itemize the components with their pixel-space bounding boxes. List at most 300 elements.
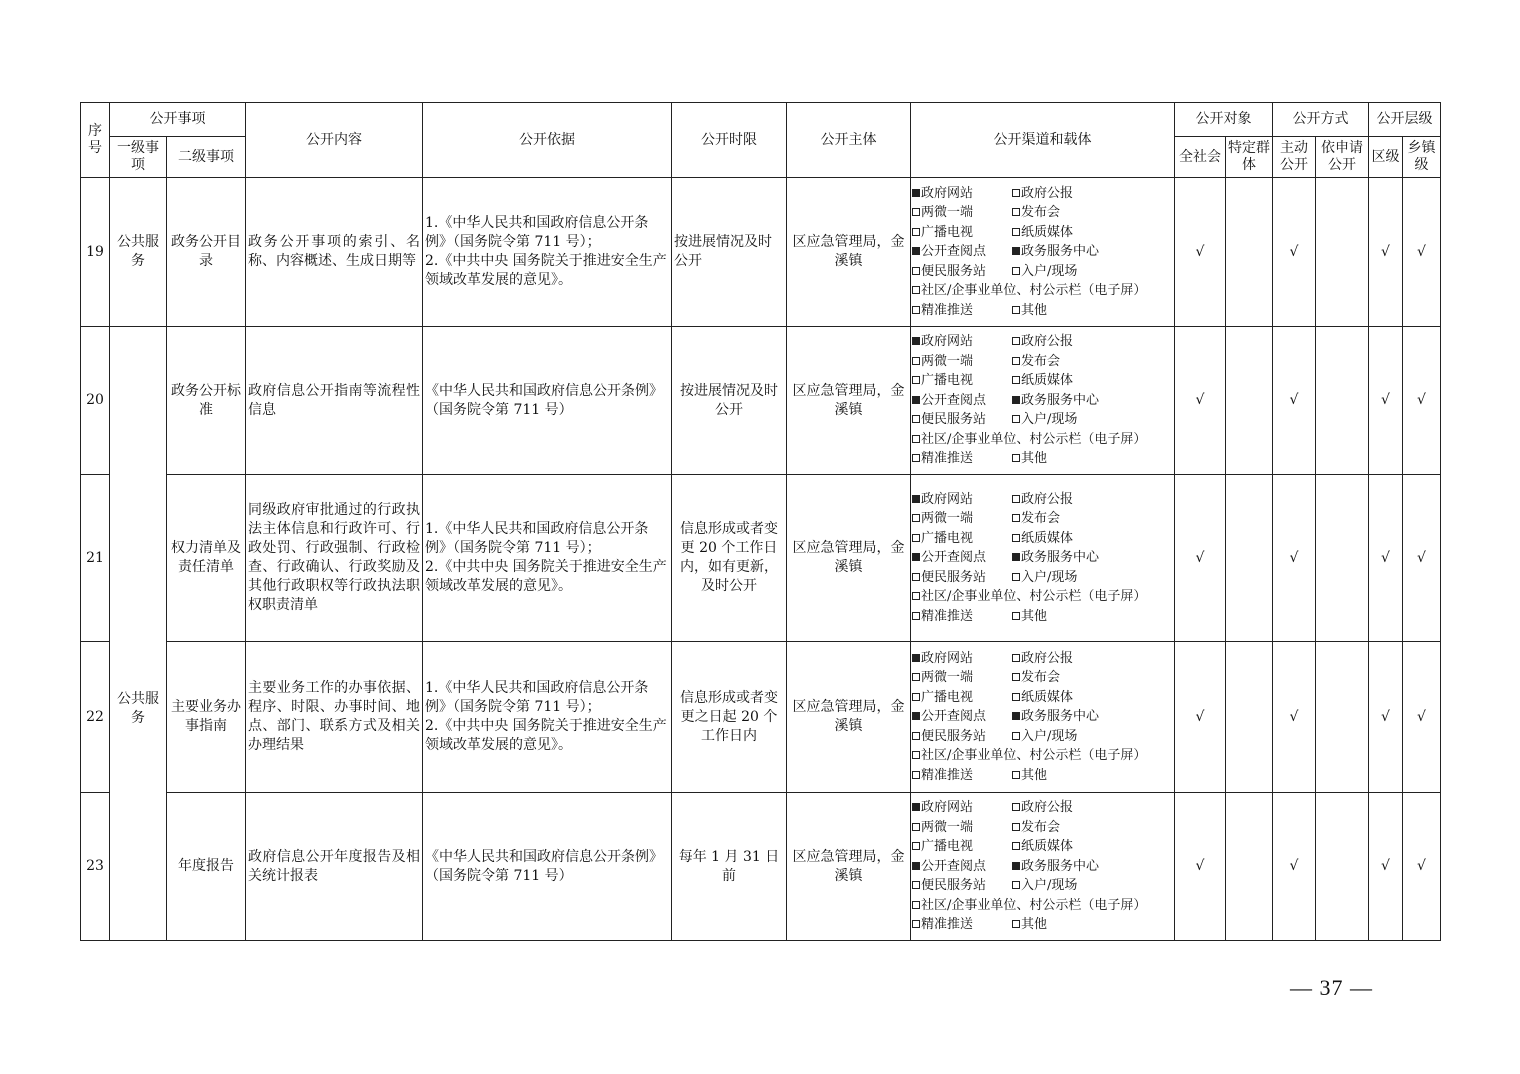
channel-label: 社区/企事业单位、村公示栏（电子屏） <box>921 283 1147 299</box>
unchecked-box-icon <box>1012 842 1020 850</box>
channel-line <box>912 391 1172 411</box>
header-level2: 二级事项 <box>167 137 246 178</box>
basis-line: 《中华人民共和国政府信息公开条例》（国务院令第 711 号） <box>425 382 663 418</box>
method-active-cell: √ <box>1273 178 1316 327</box>
channel-option <box>1012 242 1099 262</box>
channel-list <box>912 649 1172 786</box>
unchecked-box-icon <box>1012 673 1020 681</box>
channel-option <box>912 857 1012 877</box>
channel-label: 发布会 <box>1021 511 1061 527</box>
basis-line: 1.《中华人民共和国政府信息公开条例》（国务院令第 711 号）； <box>425 215 649 250</box>
channel-option <box>912 587 1146 607</box>
checked-box-icon <box>912 396 920 404</box>
channel-label: 政务服务中心 <box>1021 392 1100 408</box>
unchecked-box-icon <box>912 454 920 462</box>
channel-option <box>912 332 1012 352</box>
channel-label: 纸质媒体 <box>1021 224 1074 240</box>
channel-line <box>912 449 1172 469</box>
header-content: 公开内容 <box>246 103 423 178</box>
header-matter: 公开事项 <box>110 103 246 137</box>
checked-box-icon <box>1012 862 1020 870</box>
channel-option <box>912 915 1012 935</box>
unchecked-box-icon <box>912 751 920 759</box>
channel-line <box>912 607 1172 627</box>
channel-label: 两微一端 <box>921 819 974 835</box>
channel-label: 广播电视 <box>921 689 974 705</box>
channel-line <box>912 876 1172 896</box>
channel-option <box>912 223 1012 243</box>
header-level1: 一级事项 <box>110 137 167 178</box>
channel-line <box>912 688 1172 708</box>
channel-line <box>912 896 1172 916</box>
row-number: 20 <box>81 327 110 475</box>
channel-label: 其他 <box>1021 767 1048 783</box>
level2-cell: 政务公开目录 <box>167 178 246 327</box>
header-time-limit: 公开时限 <box>672 103 787 178</box>
channel-option <box>1012 223 1073 243</box>
channel-option <box>912 391 1012 411</box>
level-district-cell: √ <box>1369 793 1403 941</box>
level-district-cell: √ <box>1369 642 1403 793</box>
unchecked-box-icon <box>1012 228 1020 236</box>
channel-option <box>1012 262 1077 282</box>
channel-option <box>912 568 1012 588</box>
channel-line <box>912 568 1172 588</box>
channel-label: 政府网站 <box>921 650 974 666</box>
channel-option <box>1012 649 1073 669</box>
channel-line <box>912 707 1172 727</box>
channel-line <box>912 509 1172 529</box>
method-active-cell: √ <box>1273 642 1316 793</box>
subject-cell: 区应急管理局，金溪镇 <box>787 178 911 327</box>
channel-option <box>912 262 1012 282</box>
unchecked-box-icon <box>912 415 920 423</box>
target-all-cell: √ <box>1175 475 1226 642</box>
channel-option <box>912 688 1012 708</box>
channel-label: 便民服务站 <box>921 728 987 744</box>
channel-label: 社区/企事业单位、村公示栏（电子屏） <box>921 431 1147 447</box>
unchecked-box-icon <box>1012 732 1020 740</box>
channel-line <box>912 371 1172 391</box>
channel-option <box>912 649 1012 669</box>
target-all-cell: √ <box>1175 327 1226 475</box>
channel-option <box>1012 371 1073 391</box>
channel-line <box>912 798 1172 818</box>
time-limit-cell: 信息形成或者变更 20 个工作日内，如有更新，及时公开 <box>672 475 787 642</box>
header-target-specific: 特定群体 <box>1226 137 1273 178</box>
channel-option <box>1012 352 1060 372</box>
channel-label: 政务服务中心 <box>1021 244 1100 260</box>
unchecked-box-icon <box>1012 823 1020 831</box>
method-apply-cell <box>1316 475 1369 642</box>
channel-option <box>1012 568 1077 588</box>
method-apply-cell <box>1316 327 1369 475</box>
header-level: 公开层级 <box>1369 103 1441 137</box>
channel-line <box>912 184 1172 204</box>
channel-option <box>912 818 1012 838</box>
unchecked-box-icon <box>912 920 920 928</box>
checked-box-icon <box>912 553 920 561</box>
channel-line <box>912 242 1172 262</box>
unchecked-box-icon <box>912 228 920 236</box>
channel-label: 精准推送 <box>921 767 974 783</box>
checked-box-icon <box>1012 247 1020 255</box>
channel-option <box>1012 184 1073 204</box>
channel-label: 纸质媒体 <box>1021 689 1074 705</box>
unchecked-box-icon <box>1012 267 1020 275</box>
unchecked-box-icon <box>912 823 920 831</box>
unchecked-box-icon <box>912 357 920 365</box>
channel-option <box>1012 876 1077 896</box>
channel-line <box>912 837 1172 857</box>
channel-option <box>912 203 1012 223</box>
channel-label: 发布会 <box>1021 819 1061 835</box>
channel-label: 政府网站 <box>921 800 974 816</box>
channel-option <box>1012 410 1077 430</box>
channel-label: 纸质媒体 <box>1021 373 1074 389</box>
channel-label: 政务服务中心 <box>1021 709 1100 725</box>
channel-label: 精准推送 <box>921 302 974 318</box>
channel-option <box>912 798 1012 818</box>
header-seq: 序号 <box>81 103 110 178</box>
channel-option <box>1012 818 1060 838</box>
channel-option <box>1012 707 1099 727</box>
checked-box-icon <box>912 862 920 870</box>
channel-label: 公开查阅点 <box>921 392 987 408</box>
target-specific-cell <box>1226 793 1273 941</box>
channel-option <box>1012 837 1073 857</box>
channel-option <box>912 490 1012 510</box>
basis-line: 2.《中共中央 国务院关于推进安全生产领域改革发展的意见》。 <box>425 559 667 594</box>
table-row <box>81 327 1441 475</box>
unchecked-box-icon <box>912 514 920 522</box>
unchecked-box-icon <box>1012 612 1020 620</box>
channel-cell <box>911 178 1175 327</box>
unchecked-box-icon <box>912 771 920 779</box>
time-limit-cell: 信息形成或者变更之日起 20 个工作日内 <box>672 642 787 793</box>
channel-option <box>912 449 1012 469</box>
channel-option <box>1012 727 1077 747</box>
channel-line <box>912 223 1172 243</box>
level2-cell: 主要业务办事指南 <box>167 642 246 793</box>
content-cell: 同级政府审批通过的行政执法主体信息和行政许可、行政处罚、行政强制、行政检查、行政确认、行政奖励及其他行政职权等行政执法职权职责清单 <box>246 475 423 642</box>
channel-option <box>912 301 1012 321</box>
unchecked-box-icon <box>912 842 920 850</box>
unchecked-box-icon <box>1012 803 1020 811</box>
unchecked-box-icon <box>1012 376 1020 384</box>
time-limit-cell: 按进展情况及时公开 <box>672 178 787 327</box>
basis-line: 2.《中共中央 国务院关于推进安全生产领域改革发展的意见》。 <box>425 253 667 288</box>
header-method-active: 主动公开 <box>1273 137 1316 178</box>
channel-line <box>912 430 1172 450</box>
channel-option <box>1012 607 1047 627</box>
channel-option <box>912 876 1012 896</box>
unchecked-box-icon <box>1012 495 1020 503</box>
channel-label: 社区/企事业单位、村公示栏（电子屏） <box>921 897 1147 913</box>
target-all-cell: √ <box>1175 793 1226 941</box>
level-town-cell: √ <box>1403 475 1441 642</box>
header-channel: 公开渠道和载体 <box>911 103 1175 178</box>
channel-option <box>912 184 1012 204</box>
unchecked-box-icon <box>1012 920 1020 928</box>
channel-line <box>912 587 1172 607</box>
checked-box-icon <box>1012 396 1020 404</box>
channel-option <box>1012 668 1060 688</box>
channel-option <box>912 548 1012 568</box>
channel-label: 便民服务站 <box>921 878 987 894</box>
target-all-cell: √ <box>1175 642 1226 793</box>
page-number: — 37 — <box>1290 975 1373 1000</box>
basis-cell <box>423 178 672 327</box>
channel-option <box>912 766 1012 786</box>
channel-option <box>1012 490 1073 510</box>
basis-line: 2.《中共中央 国务院关于推进安全生产领域改革发展的意见》。 <box>425 718 667 753</box>
channel-option <box>1012 301 1047 321</box>
channel-option <box>1012 915 1047 935</box>
unchecked-box-icon <box>912 435 920 443</box>
unchecked-box-icon <box>1012 771 1020 779</box>
level-district-cell: √ <box>1369 327 1403 475</box>
header-level-town: 乡镇级 <box>1403 137 1441 178</box>
channel-label: 政府公报 <box>1021 800 1074 816</box>
subject-cell: 区应急管理局，金溪镇 <box>787 642 911 793</box>
channel-label: 其他 <box>1021 917 1048 933</box>
level2-cell: 年度报告 <box>167 793 246 941</box>
target-specific-cell <box>1226 327 1273 475</box>
time-limit-cell: 每年 1 月 31 日前 <box>672 793 787 941</box>
level1-cell: 公共服务 <box>110 178 167 327</box>
checked-box-icon <box>912 247 920 255</box>
channel-option <box>1012 449 1047 469</box>
channel-line <box>912 727 1172 747</box>
channel-line <box>912 529 1172 549</box>
channel-label: 公开查阅点 <box>921 550 987 566</box>
channel-label: 广播电视 <box>921 839 974 855</box>
channel-list <box>912 798 1172 935</box>
subject-cell: 区应急管理局，金溪镇 <box>787 327 911 475</box>
level-district-cell: √ <box>1369 178 1403 327</box>
channel-label: 其他 <box>1021 302 1048 318</box>
channel-label: 社区/企事业单位、村公示栏（电子屏） <box>921 589 1147 605</box>
table-row <box>81 642 1441 793</box>
channel-option <box>912 352 1012 372</box>
channel-line <box>912 818 1172 838</box>
channel-option <box>912 242 1012 262</box>
header-basis: 公开依据 <box>423 103 672 178</box>
channel-label: 政府网站 <box>921 491 974 507</box>
unchecked-box-icon <box>912 306 920 314</box>
channel-label: 公开查阅点 <box>921 858 987 874</box>
channel-cell <box>911 327 1175 475</box>
unchecked-box-icon <box>912 208 920 216</box>
checked-box-icon <box>1012 712 1020 720</box>
channel-option <box>1012 203 1060 223</box>
header-method: 公开方式 <box>1273 103 1369 137</box>
header-target: 公开对象 <box>1175 103 1273 137</box>
channel-option <box>912 529 1012 549</box>
target-specific-cell <box>1226 475 1273 642</box>
unchecked-box-icon <box>912 267 920 275</box>
table-row <box>81 475 1441 642</box>
method-apply-cell <box>1316 178 1369 327</box>
channel-option <box>1012 688 1073 708</box>
channel-line <box>912 548 1172 568</box>
unchecked-box-icon <box>912 612 920 620</box>
unchecked-box-icon <box>1012 337 1020 345</box>
channel-label: 政府公报 <box>1021 185 1074 201</box>
channel-label: 发布会 <box>1021 205 1061 221</box>
channel-label: 发布会 <box>1021 353 1061 369</box>
channel-line <box>912 857 1172 877</box>
content-cell: 政府信息公开年度报告及相关统计报表 <box>246 793 423 941</box>
disclosure-table <box>80 102 1441 941</box>
channel-label: 便民服务站 <box>921 263 987 279</box>
unchecked-box-icon <box>912 732 920 740</box>
level2-cell: 政务公开标准 <box>167 327 246 475</box>
header-target-all: 全社会 <box>1175 137 1226 178</box>
channel-option <box>1012 509 1060 529</box>
unchecked-box-icon <box>1012 881 1020 889</box>
channel-option <box>912 896 1146 916</box>
checked-box-icon <box>912 337 920 345</box>
channel-label: 广播电视 <box>921 224 974 240</box>
unchecked-box-icon <box>1012 534 1020 542</box>
channel-label: 精准推送 <box>921 451 974 467</box>
channel-option <box>912 371 1012 391</box>
table-row <box>81 793 1441 941</box>
channel-label: 政府公报 <box>1021 491 1074 507</box>
basis-line: 1.《中华人民共和国政府信息公开条例》（国务院令第 711 号）； <box>425 680 649 715</box>
channel-line <box>912 490 1172 510</box>
channel-label: 广播电视 <box>921 373 974 389</box>
channel-label: 两微一端 <box>921 670 974 686</box>
row-number: 22 <box>81 642 110 793</box>
row-number: 23 <box>81 793 110 941</box>
unchecked-box-icon <box>1012 514 1020 522</box>
checked-box-icon <box>912 654 920 662</box>
channel-option <box>912 410 1012 430</box>
channel-label: 入户/现场 <box>1021 878 1078 894</box>
channel-option <box>912 727 1012 747</box>
channel-label: 发布会 <box>1021 670 1061 686</box>
channel-label: 政府网站 <box>921 185 974 201</box>
level-district-cell: √ <box>1369 475 1403 642</box>
checked-box-icon <box>1012 553 1020 561</box>
channel-label: 政府网站 <box>921 334 974 350</box>
table-row <box>81 178 1441 327</box>
channel-line <box>912 649 1172 669</box>
channel-option <box>912 281 1146 301</box>
channel-label: 政务服务中心 <box>1021 858 1100 874</box>
unchecked-box-icon <box>912 534 920 542</box>
method-active-cell: √ <box>1273 475 1316 642</box>
basis-cell <box>423 642 672 793</box>
basis-line: 《中华人民共和国政府信息公开条例》（国务院令第 711 号） <box>425 848 663 884</box>
channel-option <box>1012 798 1073 818</box>
level2-cell: 权力清单及责任清单 <box>167 475 246 642</box>
channel-option <box>1012 529 1073 549</box>
channel-option <box>912 837 1012 857</box>
unchecked-box-icon <box>1012 693 1020 701</box>
channel-label: 纸质媒体 <box>1021 530 1074 546</box>
channel-cell <box>911 642 1175 793</box>
channel-label: 入户/现场 <box>1021 412 1078 428</box>
target-specific-cell <box>1226 178 1273 327</box>
unchecked-box-icon <box>912 376 920 384</box>
channel-line <box>912 668 1172 688</box>
unchecked-box-icon <box>1012 415 1020 423</box>
subject-cell: 区应急管理局，金溪镇 <box>787 475 911 642</box>
unchecked-box-icon <box>1012 654 1020 662</box>
unchecked-box-icon <box>912 573 920 581</box>
channel-cell <box>911 793 1175 941</box>
method-apply-cell <box>1316 642 1369 793</box>
channel-label: 其他 <box>1021 608 1048 624</box>
unchecked-box-icon <box>912 693 920 701</box>
unchecked-box-icon <box>1012 454 1020 462</box>
method-active-cell: √ <box>1273 793 1316 941</box>
time-limit-cell: 按进展情况及时公开 <box>672 327 787 475</box>
header-level-district: 区级 <box>1369 137 1403 178</box>
channel-cell <box>911 475 1175 642</box>
unchecked-box-icon <box>1012 573 1020 581</box>
row-number: 19 <box>81 178 110 327</box>
channel-line <box>912 281 1172 301</box>
target-specific-cell <box>1226 642 1273 793</box>
channel-label: 两微一端 <box>921 205 974 221</box>
channel-label: 入户/现场 <box>1021 728 1078 744</box>
channel-line <box>912 766 1172 786</box>
channel-label: 纸质媒体 <box>1021 839 1074 855</box>
header-subject: 公开主体 <box>787 103 911 178</box>
channel-option <box>1012 857 1099 877</box>
channel-option <box>912 430 1146 450</box>
channel-option <box>912 509 1012 529</box>
channel-list <box>912 332 1172 469</box>
unchecked-box-icon <box>1012 357 1020 365</box>
level-town-cell: √ <box>1403 793 1441 941</box>
channel-label: 政府公报 <box>1021 650 1074 666</box>
channel-label: 入户/现场 <box>1021 569 1078 585</box>
channel-option <box>1012 391 1099 411</box>
checked-box-icon <box>912 189 920 197</box>
level1-group-cell: 公共服务 <box>110 327 167 941</box>
channel-line <box>912 410 1172 430</box>
content-cell: 政府信息公开指南等流程性信息 <box>246 327 423 475</box>
unchecked-box-icon <box>1012 306 1020 314</box>
method-apply-cell <box>1316 793 1369 941</box>
channel-label: 政府公报 <box>1021 334 1074 350</box>
basis-cell <box>423 793 672 941</box>
channel-label: 精准推送 <box>921 917 974 933</box>
channel-label: 便民服务站 <box>921 569 987 585</box>
basis-line: 1.《中华人民共和国政府信息公开条例》（国务院令第 711 号）； <box>425 521 649 556</box>
channel-line <box>912 746 1172 766</box>
unchecked-box-icon <box>1012 208 1020 216</box>
content-cell: 政务公开事项的索引、名称、内容概述、生成日期等 <box>246 178 423 327</box>
channel-option <box>912 746 1146 766</box>
header-method-apply: 依申请公开 <box>1316 137 1369 178</box>
channel-line <box>912 262 1172 282</box>
channel-label: 两微一端 <box>921 353 974 369</box>
channel-label: 广播电视 <box>921 530 974 546</box>
basis-cell <box>423 475 672 642</box>
level-town-cell: √ <box>1403 642 1441 793</box>
channel-option <box>912 607 1012 627</box>
channel-label: 两微一端 <box>921 511 974 527</box>
channel-label: 社区/企事业单位、村公示栏（电子屏） <box>921 748 1147 764</box>
channel-line <box>912 301 1172 321</box>
